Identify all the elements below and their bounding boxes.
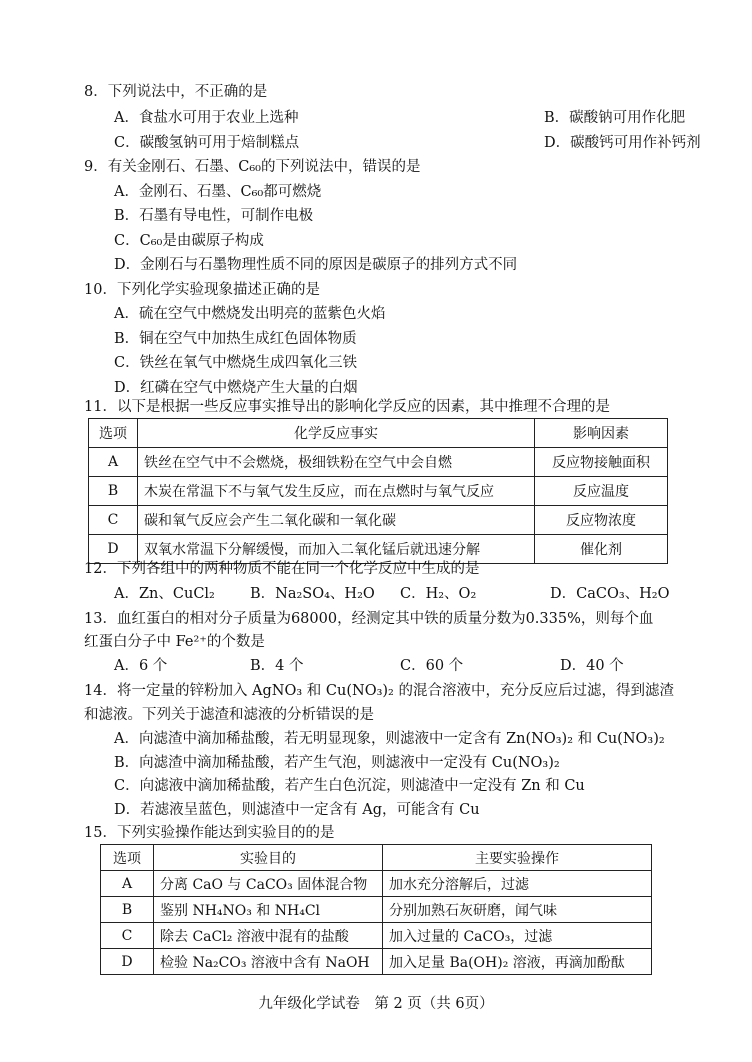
table-header-row [101,845,652,871]
q13-stem-line2: 红蛋白分子中 Fe²⁺的个数是 [84,634,265,650]
q12-option-a: A．Zn、CuCl₂ [114,586,215,602]
q8-options-row2 [114,133,701,153]
table-cell: 除去 CaCl₂ 溶液中混有的盐酸 [154,923,383,949]
q15-stem: 15．下列实验操作能达到实验目的的是 [84,825,335,841]
table-cell: 分离 CaO 与 CaCO₃ 固体混合物 [154,871,383,897]
q12-option-b: B．Na₂SO₄、H₂O [250,586,375,602]
table-cell: 分别加熟石灰研磨，闻气味 [383,897,652,923]
q14-option-c: C．向滤液中滴加稀盐酸，若产生白色沉淀，则滤渣中一定没有 Zn 和 Cu [114,778,585,794]
q13-option-a: A．6 个 [114,658,168,674]
q14-option-a: A．向滤渣中滴加稀盐酸，若无明显现象，则滤液中一定含有 Zn(NO₃)₂ 和 Cu(NO₃)₂ [114,731,665,747]
header-cell: 选项 [89,419,138,448]
table-header-row [89,419,668,448]
table-cell: 反应物接触面积 [535,448,668,477]
q10-option-b: B．铜在空气中加热生成红色固体物质 [114,331,357,347]
q11-stem: 11．以下是根据一些反应事实推导出的影响化学反应的因素，其中推理不合理的是 [84,399,610,415]
q14-stem-line1: 14．将一定量的锌粉加入 AgNO₃ 和 Cu(NO₃)₂ 的混合溶液中，充分反应后过滤，得到滤渣 [84,683,674,699]
q11-table [88,418,668,564]
q12-option-d: D．CaCO₃、H₂O [550,586,670,602]
q10-option-d: D．红磷在空气中燃烧产生大量的白烟 [114,380,358,396]
page-footer: 九年级化学试卷 第 2 页（共 6页） [258,996,494,1012]
table-cell: 反应温度 [535,477,668,506]
table-cell: C [89,506,138,535]
q14-option-d: D．若滤液呈蓝色，则滤渣中一定含有 Ag，可能含有 Cu [114,802,480,818]
header-cell: 主要实验操作 [383,845,652,871]
table-cell: C [101,923,154,949]
table-row [101,949,652,975]
header-cell: 影响因素 [535,419,668,448]
table-row [101,897,652,923]
table-cell: 碳和氧气反应会产生二氧化碳和一氧化碳 [138,506,535,535]
table-cell: 加水充分溶解后，过滤 [383,871,652,897]
q15-table [100,844,652,975]
table-row [101,871,652,897]
header-cell: 实验目的 [154,845,383,871]
table-cell: 检验 Na₂CO₃ 溶液中含有 NaOH [154,949,383,975]
q14-option-b: B．向滤渣中滴加稀盐酸，若产生气泡，则滤液中一定没有 Cu(NO₃)₂ [114,755,560,771]
q9-stem: 9．有关金刚石、石墨、C₆₀的下列说法中，错误的是 [84,159,421,175]
q14-stem-line2: 和滤液。下列关于滤渣和滤液的分析错误的是 [84,707,374,723]
table-cell: A [89,448,138,477]
table-cell: D [101,949,154,975]
table-cell: 木炭在常温下不与氧气发生反应，而在点燃时与氧气反应 [138,477,535,506]
q9-option-b: B．石墨有导电性，可制作电极 [114,208,314,224]
q8-option-a: A．食盐水可用于农业上选种 [114,110,299,126]
q8-option-d: D．碳酸钙可用作补钙剂 [544,135,701,151]
table-cell: 反应物浓度 [535,506,668,535]
header-cell: 选项 [101,845,154,871]
q10-option-a: A．硫在空气中燃烧发出明亮的蓝紫色火焰 [114,306,386,322]
table-cell: 加入过量的 CaCO₃，过滤 [383,923,652,949]
q13-option-b: B．4 个 [250,658,304,674]
table-cell: 铁丝在空气中不会燃烧，极细铁粉在空气中会自燃 [138,448,535,477]
table-cell: D [89,535,138,564]
q10-option-c: C．铁丝在氧气中燃烧生成四氧化三铁 [114,355,358,371]
q12-stem: 12．下列各组中的两种物质不能在同一个化学反应中生成的是 [84,561,480,577]
table-cell: 催化剂 [535,535,668,564]
q9-option-d: D．金刚石与石墨物理性质不同的原因是碳原子的排列方式不同 [114,257,518,273]
q13-stem-line1: 13．血红蛋白的相对分子质量为68000，经测定其中铁的质量分数为0.335%，则每个血 [84,611,654,627]
q8-stem: 8．下列说法中，不正确的是 [84,84,268,100]
table-row [89,477,668,506]
table-cell: 加入足量 Ba(OH)₂ 溶液，再滴加酚酞 [383,949,652,975]
q9-option-a: A．金刚石、石墨、C₆₀都可燃烧 [114,184,322,200]
table-cell: 鉴别 NH₄NO₃ 和 NH₄Cl [154,897,383,923]
q9-option-c: C．C₆₀是由碳原子构成 [114,233,264,249]
table-row [101,923,652,949]
q10-stem: 10．下列化学实验现象描述正确的是 [84,282,320,298]
q8-options-row1 [114,108,686,128]
q8-option-b: B．碳酸钠可用作化肥 [544,110,686,126]
q12-option-c: C．H₂、O₂ [400,586,477,602]
header-cell: 化学反应事实 [138,419,535,448]
table-row [89,506,668,535]
table-cell: 双氧水常温下分解缓慢，而加入二氧化锰后就迅速分解 [138,535,535,564]
q8-option-c: C．碳酸氢钠可用于焙制糕点 [114,135,300,151]
table-cell: B [101,897,154,923]
table-cell: B [89,477,138,506]
q13-option-c: C．60 个 [400,658,464,674]
q13-option-d: D．40 个 [560,658,624,674]
table-row [89,448,668,477]
table-cell: A [101,871,154,897]
